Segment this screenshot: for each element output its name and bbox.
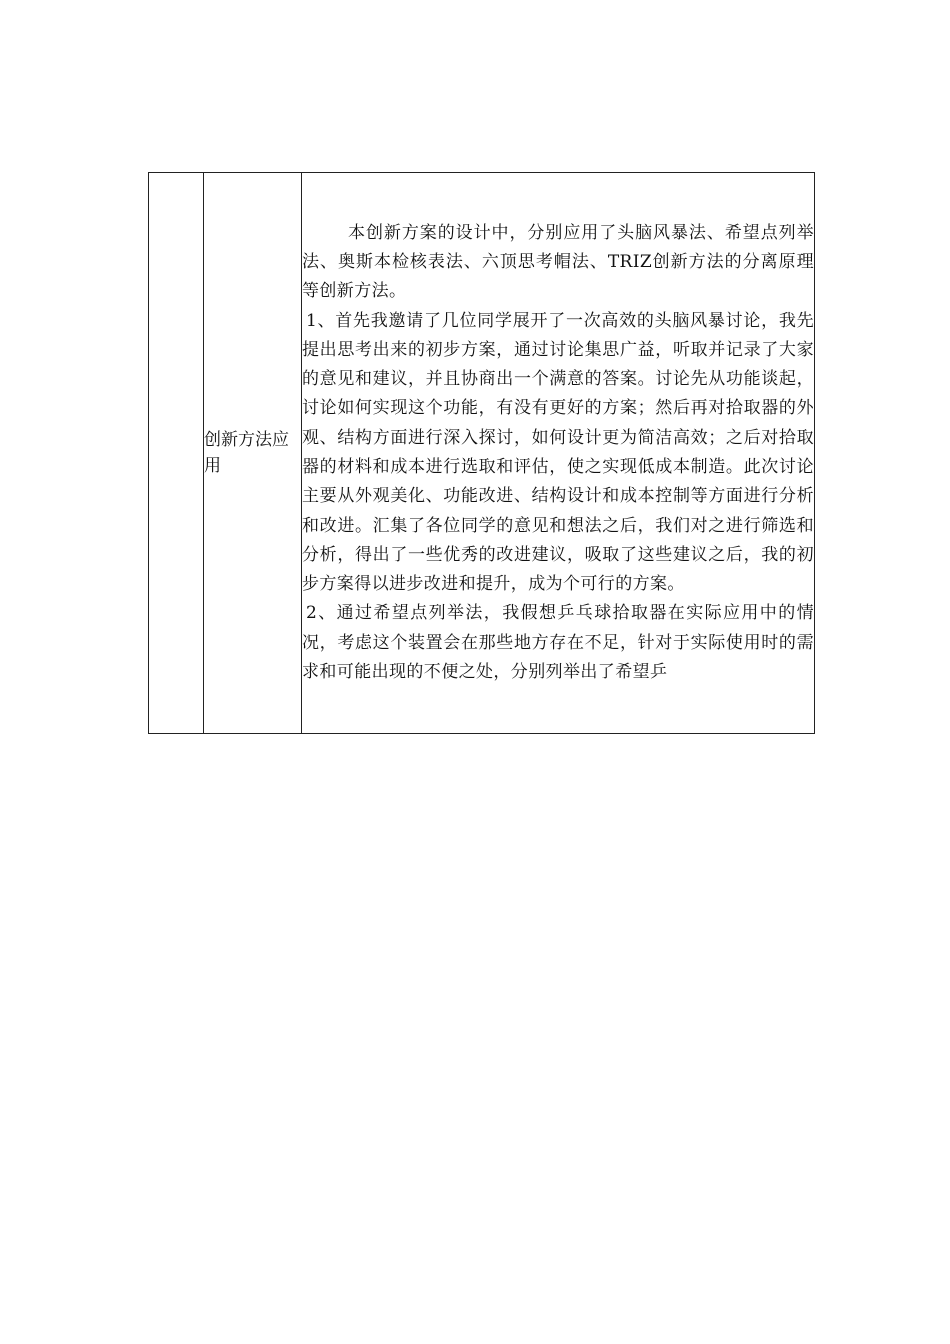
- content-cell: [302, 173, 815, 734]
- brainstorm-paragraph: 1、首先我邀请了几位同学展开了一次高效的头脑风暴讨论，我先提出思考出来的初步方案，通过讨论集思广益，听取并记录了大家的意见和建议，并且协商出一个满意的答案。讨论先从功能谈起，讨论如何实现这个功能，有没有更好的方案；然后再对拾取器的外观、结构方面进行深入探讨，如何设计更为简洁高效；之后对拾取器的材料和成本进行选取和评估，使之实现低成本制造。此次讨论主要从外观美化、功能改进、结构设计和成本控制等方面进行分析和改进。汇集了各位同学的意见和想法之后，我们对之进行筛选和分析，得出了一些优秀的改进建议，吸取了这些建议之后，我的初步方案得以进步改进和提升，成为个可行的方案。: [302, 310, 814, 595]
- blank-cell: [149, 173, 204, 734]
- row-label-cell: [204, 173, 302, 734]
- wish-list-paragraph: 2、通过希望点列举法，我假想乒乓球拾取器在实际应用中的情况，考虑这个装置会在那些地方存在不足，针对于实际使用时的需求和可能出现的不便之处，分别列举出了希望乒: [302, 603, 814, 683]
- content-table: [148, 172, 815, 734]
- intro-paragraph: 本创新方案的设计中，分别应用了头脑风暴法、希望点列举法、奥斯本检核表法、六顶思考帽法、TRIZ创新方法的分离原理等创新方法。: [302, 222, 814, 302]
- row-label: 创新方法应用: [204, 430, 289, 476]
- table-row: [149, 173, 815, 734]
